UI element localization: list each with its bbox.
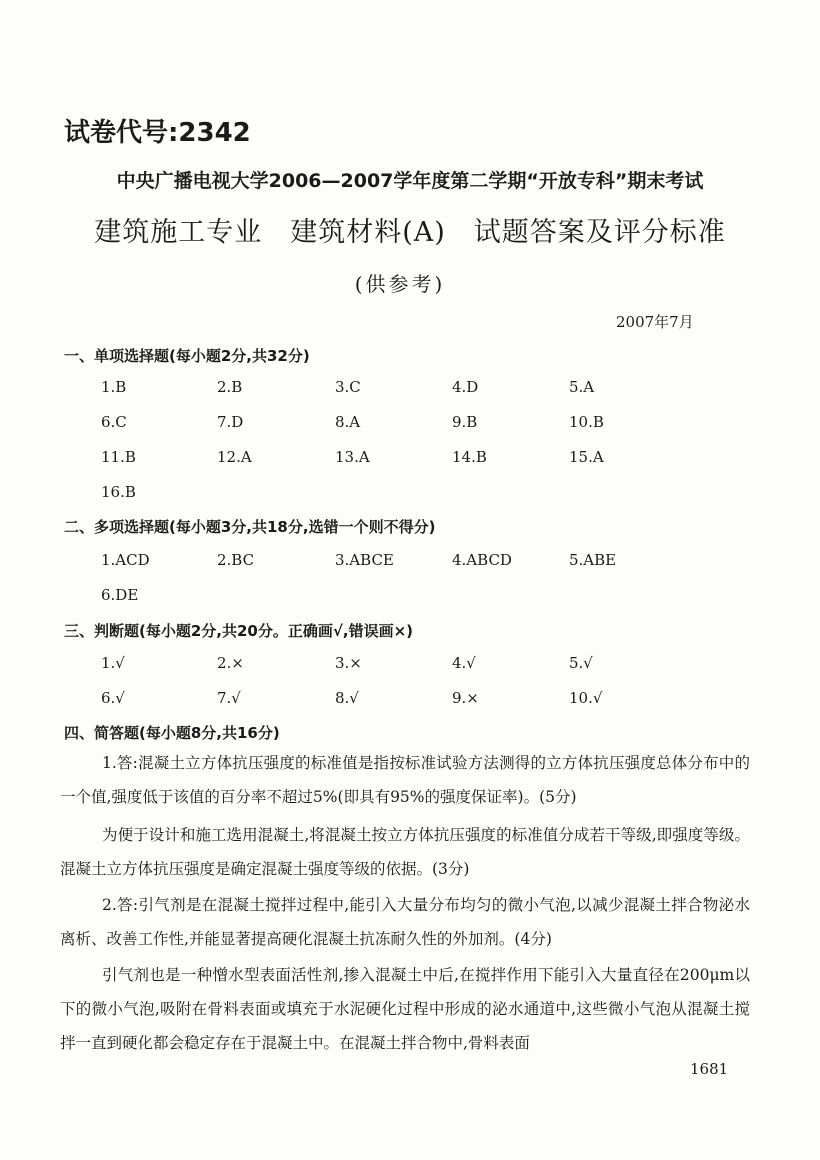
answer-item: 10.B [569,413,604,431]
answer-item: 13.A [335,448,370,466]
answer-item: 1.B [101,378,127,396]
answer-item: 15.A [569,448,604,466]
subject-title: 建筑施工专业 建筑材料(A) 试题答案及评分标准 [94,217,726,248]
answer-item: 6.DE [101,586,139,604]
answer-item: 3.ABCE [335,551,394,569]
section-4-title: 四、简答题(每小题8分,共16分) [64,724,280,742]
answer-item: 10.√ [569,689,603,707]
answer-item: 1.ACD [101,551,150,569]
answer-item: 8.√ [335,689,359,707]
exam-code: 试卷代号:2342 [64,118,251,148]
answer-item: 8.A [335,413,361,431]
answer-item: 5.A [569,378,595,396]
answer-item: 2.× [217,654,244,672]
answer-item: 9.B [452,413,478,431]
answer-item: 2.B [217,378,243,396]
section-3-title: 三、判断题(每小题2分,共20分。正确画√,错误画×) [64,622,413,640]
answer-paragraph: 为便于设计和施工选用混凝土,将混凝土按立方体抗压强度的标准值分成若干等级,即强度等级。混凝土立方体抗压强度是确定混凝土强度等级的依据。(3分) [60,826,750,878]
answer-paragraph: 引气剂也是一种憎水型表面活性剂,掺入混凝土中后,在搅拌作用下能引入大量直径在200μm以下的微小气泡,吸附在骨料表面或填充于水泥硬化过程中形成的泌水通道中,这些微小气泡从混凝土搅拌一直到硬化都会稳定存在于混凝土中。在混凝土拌合物中,骨料表面 [60,966,750,1052]
answer-item: 9.× [452,689,479,707]
answer-item: 3.× [335,654,362,672]
answer-paragraph: 1.答:混凝土立方体抗压强度的标准值是指按标准试验方法测得的立方体抗压强度总体分布中的一个值,强度低于该值的百分率不超过5%(即具有95%的强度保证率)。(5分) [60,754,750,806]
answer-item: 5.√ [569,654,593,672]
page-number: 1681 [690,1060,729,1078]
answer-item: 14.B [452,448,487,466]
answer-item: 5.ABE [569,551,617,569]
section-1-title: 一、单项选择题(每小题2分,共32分) [64,347,310,365]
answer-item: 2.BC [217,551,255,569]
answer-item: 1.√ [101,654,125,672]
answer-item: 4.D [452,378,479,396]
answer-item: 11.B [101,448,136,466]
answer-item: 7.√ [217,689,241,707]
answer-item: 7.D [217,413,244,431]
for-reference-note: (供参考) [354,272,446,296]
exam-title: 中央广播电视大学2006—2007学年度第二学期“开放专科”期末考试 [116,170,704,192]
answer-item: 6.C [101,413,127,431]
answer-item: 3.C [335,378,361,396]
answer-item: 6.√ [101,689,125,707]
exam-date: 2007年7月 [616,313,694,331]
answer-item: 4.ABCD [452,551,512,569]
answer-item: 16.B [101,483,136,501]
answer-item: 12.A [217,448,252,466]
answer-item: 4.√ [452,654,476,672]
section-2-title: 二、多项选择题(每小题3分,共18分,选错一个则不得分) [64,518,436,536]
answer-paragraph: 2.答:引气剂是在混凝土搅拌过程中,能引入大量分布均匀的微小气泡,以减少混凝土拌合物泌水离析、改善工作性,并能显著提高硬化混凝土抗冻耐久性的外加剂。(4分) [60,896,750,948]
